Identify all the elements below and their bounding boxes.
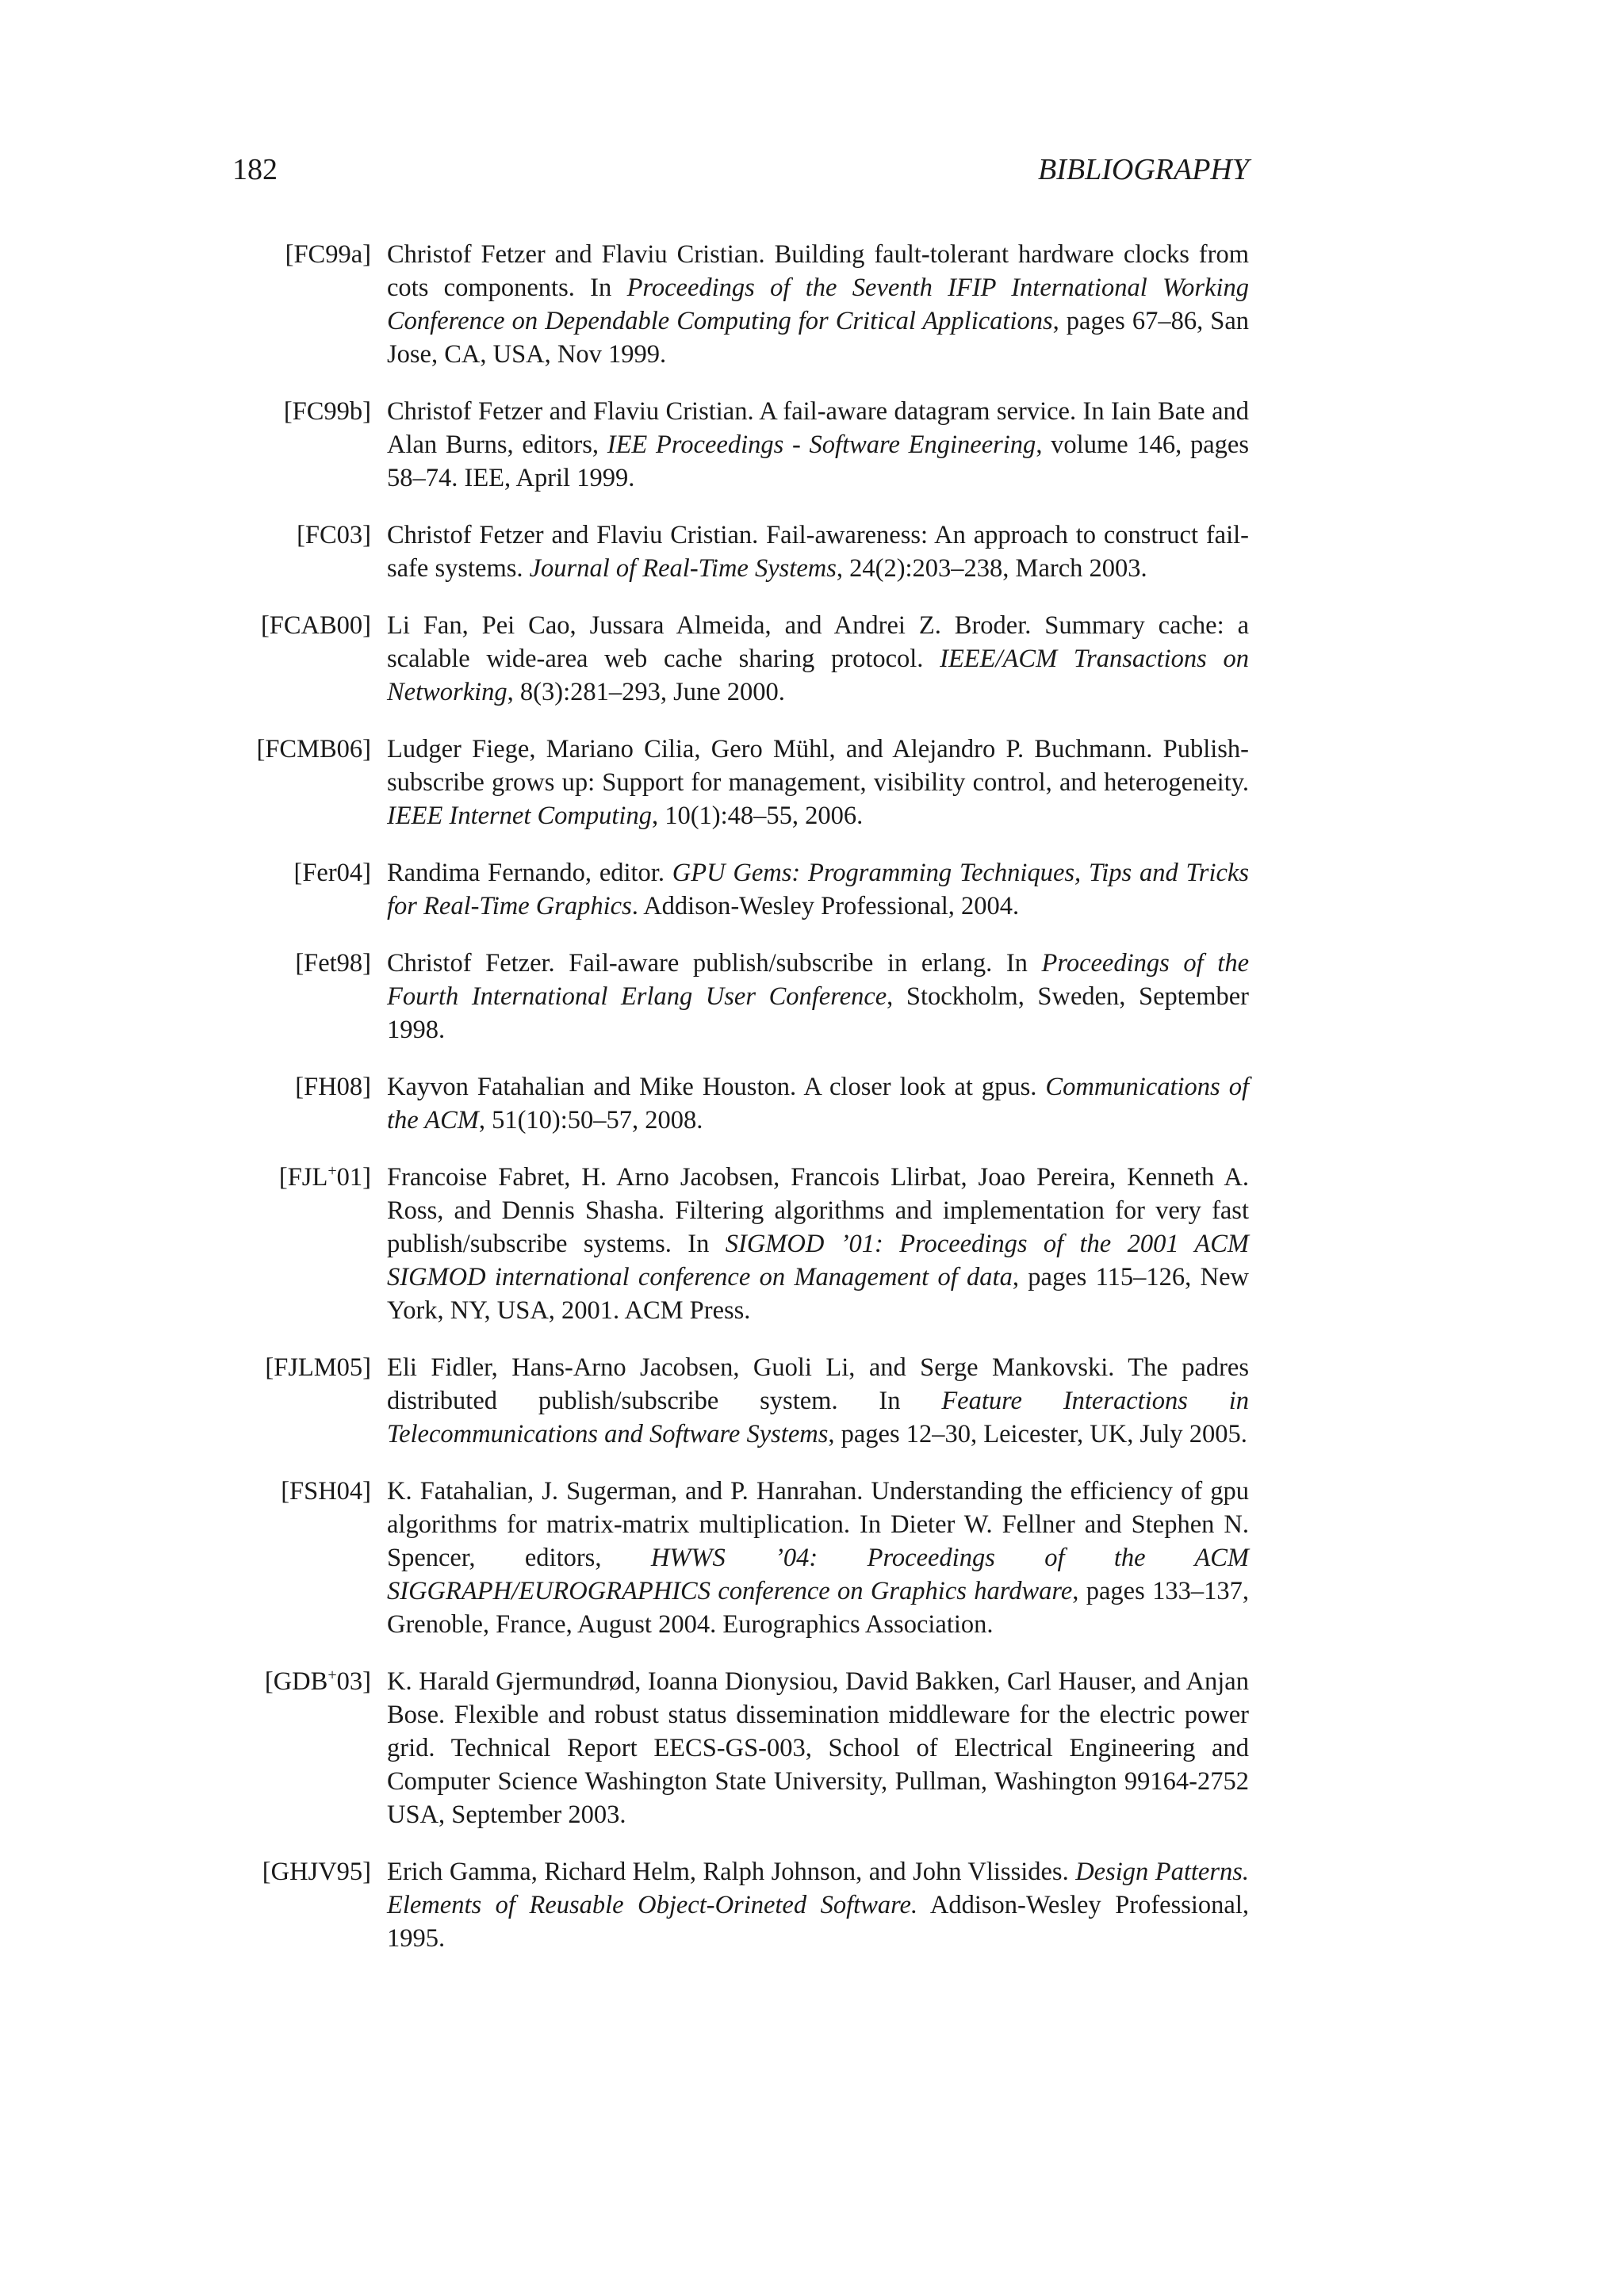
- reference-authors-title: Li Fan, Pei Cao, Jussara Almeida, and Andrei Z. Broder. Summary cache: a scalable wide-area web cache sharing protocol.: [387, 611, 1249, 673]
- page-header: [232, 147, 1249, 192]
- reference-text: [387, 609, 1249, 709]
- citation-key-sup: +: [327, 1667, 337, 1685]
- reference-text: [387, 238, 1249, 371]
- citation-key-text: FJL: [287, 1163, 328, 1192]
- citation-key: [FH08]: [295, 1073, 371, 1101]
- reference-text: [387, 1351, 1249, 1451]
- citation-key: [FC03]: [297, 521, 371, 549]
- reference-venue: Proceedings of the Fourth International Erlang User Conference: [387, 949, 1250, 1011]
- citation-key-text: GDB: [273, 1667, 328, 1696]
- citation-key: [FJLM05]: [265, 1353, 371, 1382]
- reference-text: [387, 1070, 1249, 1137]
- reference-authors-title: Francoise Fabret, H. Arno Jacobsen, Francois Llirbat, Joao Pereira, Kenneth A. Ross, and Dennis Shasha. Filtering algorithms and implementation for very fast publish/subscribe systems. In: [387, 1163, 1249, 1258]
- reference-authors-title: K. Harald Gjermundrød, Ioanna Dionysiou, David Bakken, Carl Hauser, and Anjan Bose. Flexible and robust status dissemination middleware for the electric power grid. Technical Report EECS-GS-003, School of Electrical Engineering and Computer Science Washington State University, Pullman, Washington 99164-2752 USA, September 2003.: [387, 1667, 1249, 1829]
- bibliography-list: [238, 238, 1249, 1979]
- reference-venue: Design Patterns. Elements of Reusable Object-Orineted Software.: [387, 1858, 1249, 1919]
- reference-authors-title: Christof Fetzer and Flaviu Cristian. Fail-awareness: An approach to construct fail-safe systems.: [387, 521, 1249, 583]
- citation-key-text: FH08: [304, 1073, 363, 1101]
- reference-details: , 8(3):281–293, June 2000.: [507, 678, 785, 706]
- reference-details: , pages 115–126, New York, NY, USA, 2001. ACM Press.: [387, 1263, 1249, 1325]
- reference-authors-title: Ludger Fiege, Mariano Cilia, Gero Mühl, and Alejandro P. Buchmann. Publish-subscribe grows up: Support for management, visibility control, and heterogeneity.: [387, 735, 1249, 797]
- citation-key: [FCAB00]: [260, 611, 371, 640]
- reference-authors-title: Kayvon Fatahalian and Mike Houston. A closer look at gpus.: [387, 1073, 1046, 1101]
- citation-key-year: 01: [336, 1163, 363, 1192]
- reference-details: , 24(2):203–238, March 2003.: [836, 554, 1147, 583]
- bib-entry: [238, 1855, 1249, 1955]
- reference-text: [387, 1475, 1249, 1641]
- running-title: BIBLIOGRAPHY: [1038, 153, 1249, 186]
- bib-entry: [238, 609, 1249, 709]
- citation-key-text: FCAB00: [269, 611, 363, 640]
- reference-text: [387, 1855, 1249, 1955]
- citation-key-text: FJLM05: [274, 1353, 363, 1382]
- reference-text: [387, 1665, 1249, 1831]
- citation-key-text: FSH04: [289, 1477, 363, 1506]
- reference-text: [387, 395, 1249, 495]
- reference-details: Addison-Wesley Professional, 1995.: [387, 1891, 1250, 1953]
- reference-details: , pages 67–86, San Jose, CA, USA, Nov 1999.: [387, 307, 1249, 369]
- citation-key-text: FC03: [304, 521, 363, 549]
- citation-key-text: FC99a: [293, 240, 363, 269]
- reference-authors-title: Randima Fernando, editor.: [387, 859, 672, 887]
- reference-text: [387, 1161, 1249, 1327]
- citation-key: [GDB+03]: [264, 1667, 371, 1696]
- bib-entry: [238, 1070, 1249, 1137]
- citation-key-text: GHJV95: [270, 1858, 363, 1886]
- reference-venue: SIGMOD ’01: Proceedings of the 2001 ACM SIGMOD international conference on Management of data: [387, 1230, 1250, 1292]
- reference-details: , 51(10):50–57, 2008.: [478, 1106, 703, 1135]
- citation-key: [Fet98]: [295, 949, 371, 978]
- citation-key-text: Fet98: [304, 949, 363, 978]
- citation-key-sup: +: [327, 1162, 337, 1181]
- bib-entry: [238, 238, 1249, 371]
- bib-entry: [238, 395, 1249, 495]
- citation-key: [FJL+01]: [278, 1162, 371, 1192]
- reference-venue: Communications of the ACM: [387, 1073, 1249, 1135]
- bib-entry: [238, 1475, 1249, 1641]
- reference-details: . Addison-Wesley Professional, 2004.: [631, 892, 1020, 920]
- citation-key-text: FCMB06: [265, 735, 363, 763]
- reference-authors-title: K. Fatahalian, J. Sugerman, and P. Hanrahan. Understanding the efficiency of gpu algorithms for matrix-matrix multiplication. In Dieter W. Fellner and Stephen N. Spencer, editors,: [387, 1477, 1249, 1572]
- reference-venue: IEE Proceedings - Software Engineering: [607, 430, 1036, 459]
- reference-venue: IEEE/ACM Transactions on Networking: [387, 645, 1249, 706]
- reference-venue: GPU Gems: Programming Techniques, Tips and Tricks for Real-Time Graphics: [387, 859, 1249, 920]
- citation-key-year: 03: [336, 1667, 363, 1696]
- reference-text: [387, 519, 1249, 585]
- citation-key: [FCMB06]: [256, 735, 371, 763]
- reference-venue: Feature Interactions in Telecommunications and Software Systems: [387, 1387, 1249, 1448]
- reference-authors-title: Christof Fetzer and Flaviu Cristian. A fail-aware datagram service. In Iain Bate and Alan Burns, editors,: [387, 397, 1249, 459]
- reference-authors-title: Christof Fetzer. Fail-aware publish/subscribe in erlang. In: [387, 949, 1042, 978]
- citation-key-text: Fer04: [302, 859, 363, 887]
- bib-entry: [238, 856, 1249, 923]
- reference-authors-title: Eli Fidler, Hans-Arno Jacobsen, Guoli Li, and Serge Mankovski. The padres distributed publish/subscribe system. In: [387, 1353, 1249, 1415]
- citation-key: [Fer04]: [293, 859, 371, 887]
- reference-details: , Stockholm, Sweden, September 1998.: [387, 982, 1249, 1044]
- citation-key: [FC99a]: [285, 240, 371, 269]
- citation-key: [GHJV95]: [262, 1858, 371, 1886]
- bib-entry: [238, 519, 1249, 585]
- bib-entry: [238, 1161, 1249, 1327]
- reference-details: , pages 12–30, Leicester, UK, July 2005.: [828, 1420, 1247, 1448]
- reference-text: [387, 947, 1249, 1047]
- reference-authors-title: Christof Fetzer and Flaviu Cristian. Building fault-tolerant hardware clocks from cots components. In: [387, 240, 1249, 302]
- bib-entry: [238, 947, 1249, 1047]
- reference-text: [387, 733, 1249, 832]
- reference-venue: Journal of Real-Time Systems: [529, 554, 837, 583]
- reference-details: , volume 146, pages 58–74. IEE, April 1999.: [387, 430, 1250, 492]
- bib-entry: [238, 1665, 1249, 1831]
- citation-key: [FC99b]: [283, 397, 371, 426]
- bib-entry: [238, 733, 1249, 832]
- reference-venue: HWWS ’04: Proceedings of the ACM SIGGRAPH/EUROGRAPHICS conference on Graphics hardware: [387, 1544, 1249, 1605]
- reference-text: [387, 856, 1249, 923]
- citation-key-text: FC99b: [292, 397, 363, 426]
- bib-entry: [238, 1351, 1249, 1451]
- reference-details: , 10(1):48–55, 2006.: [651, 802, 864, 830]
- reference-authors-title: Erich Gamma, Richard Helm, Ralph Johnson, and John Vlissides.: [387, 1858, 1076, 1886]
- citation-key: [FSH04]: [281, 1477, 371, 1506]
- reference-venue: Proceedings of the Seventh IFIP International Working Conference on Dependable Computing for Critical Applications: [387, 274, 1249, 335]
- reference-details: , pages 133–137, Grenoble, France, August 2004. Eurographics Association.: [387, 1577, 1249, 1639]
- page-number: 182: [232, 153, 278, 186]
- reference-venue: IEEE Internet Computing: [387, 802, 652, 830]
